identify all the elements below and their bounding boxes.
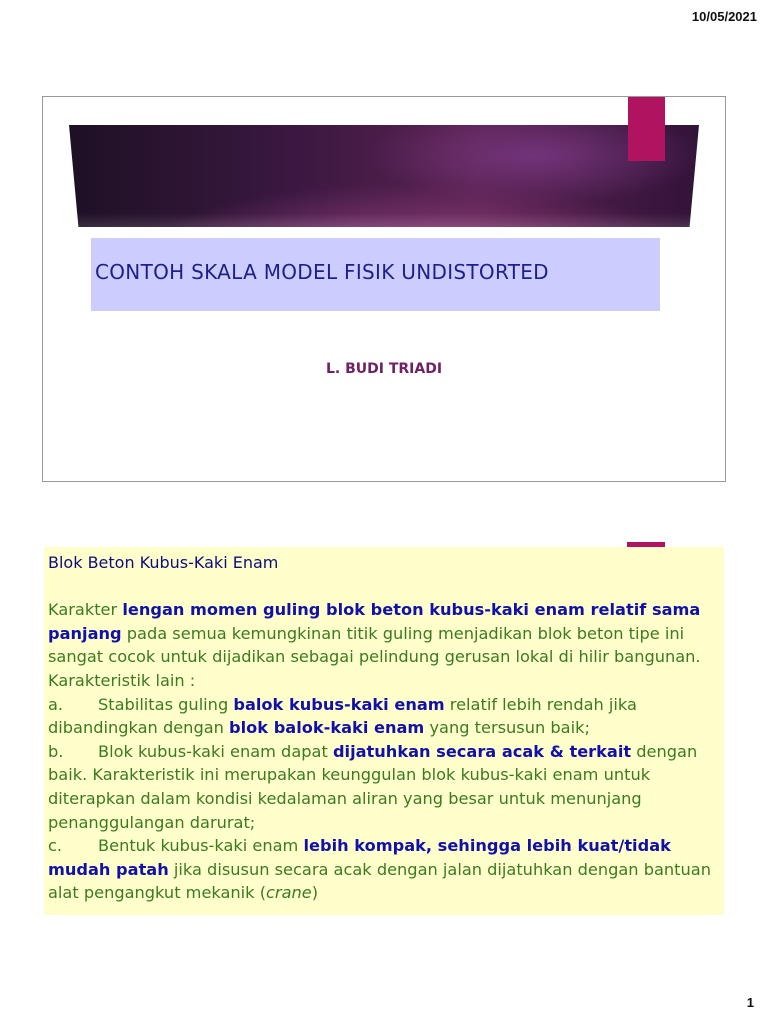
highlight-text: lebih kompak, sehingga lebih kuat/tidak mudah patah	[48, 836, 671, 879]
text-run: relatif lebih rendah jika dibandingkan dengan	[48, 694, 637, 738]
slide-title-text: CONTOH SKALA MODEL FISIK UNDISTORTED	[95, 260, 549, 284]
list-item-c	[48, 834, 718, 905]
title-banner	[69, 125, 699, 227]
author-name: L. BUDI TRIADI	[325, 361, 443, 377]
text-run: Bentuk kubus-kaki enam	[98, 836, 304, 856]
header-date: 10/05/2021	[691, 9, 757, 24]
page-number: 1	[746, 995, 754, 1010]
slide-content	[44, 547, 724, 915]
list-marker: a.	[48, 694, 64, 714]
text-run: yang tersusun baik;	[424, 718, 590, 738]
text-run: )	[311, 883, 319, 903]
list-item-a	[48, 693, 718, 740]
slide-body	[48, 551, 718, 905]
text-run: jika disusun secara acak dengan jalan dijatuhkan dengan bantuan alat pengangkut mekanik (	[48, 859, 711, 903]
text-run: pada semua kemungkinan titik guling menjadikan blok beton tipe ini sangat cocok untuk dijadikan sebagai pelindung gerusan lokal di hilir bangunan. Karakteristik lain :	[48, 623, 701, 690]
text-run: Karakter	[48, 600, 123, 620]
list-item-b	[48, 740, 718, 834]
italic-text: crane	[266, 883, 312, 903]
title-box	[91, 238, 660, 311]
intro-paragraph	[48, 598, 718, 692]
text-run: dengan baik. Karakteristik ini merupakan keunggulan blok kubus-kaki enam untuk diterapkan dalam kondisi kedalaman aliran yang besar untuk menunjang penanggulangan darurat;	[48, 741, 698, 832]
list-marker: b.	[48, 741, 64, 761]
slide-title	[42, 96, 726, 482]
spacer	[48, 575, 718, 599]
text-run: Blok kubus-kaki enam dapat	[98, 741, 333, 761]
highlight-text: balok kubus-kaki enam	[233, 694, 445, 714]
highlight-text: lengan momen guling blok beton kubus-kaki enam relatif sama panjang	[48, 600, 701, 643]
list-marker: c.	[48, 836, 63, 856]
text-run: Stabilitas guling	[98, 694, 234, 714]
accent-bar	[628, 97, 665, 161]
highlight-text: blok balok-kaki enam	[229, 718, 425, 738]
highlight-text: dijatuhkan secara acak & terkait	[332, 741, 632, 761]
slide-heading: Blok Beton Kubus-Kaki Enam	[48, 553, 279, 572]
